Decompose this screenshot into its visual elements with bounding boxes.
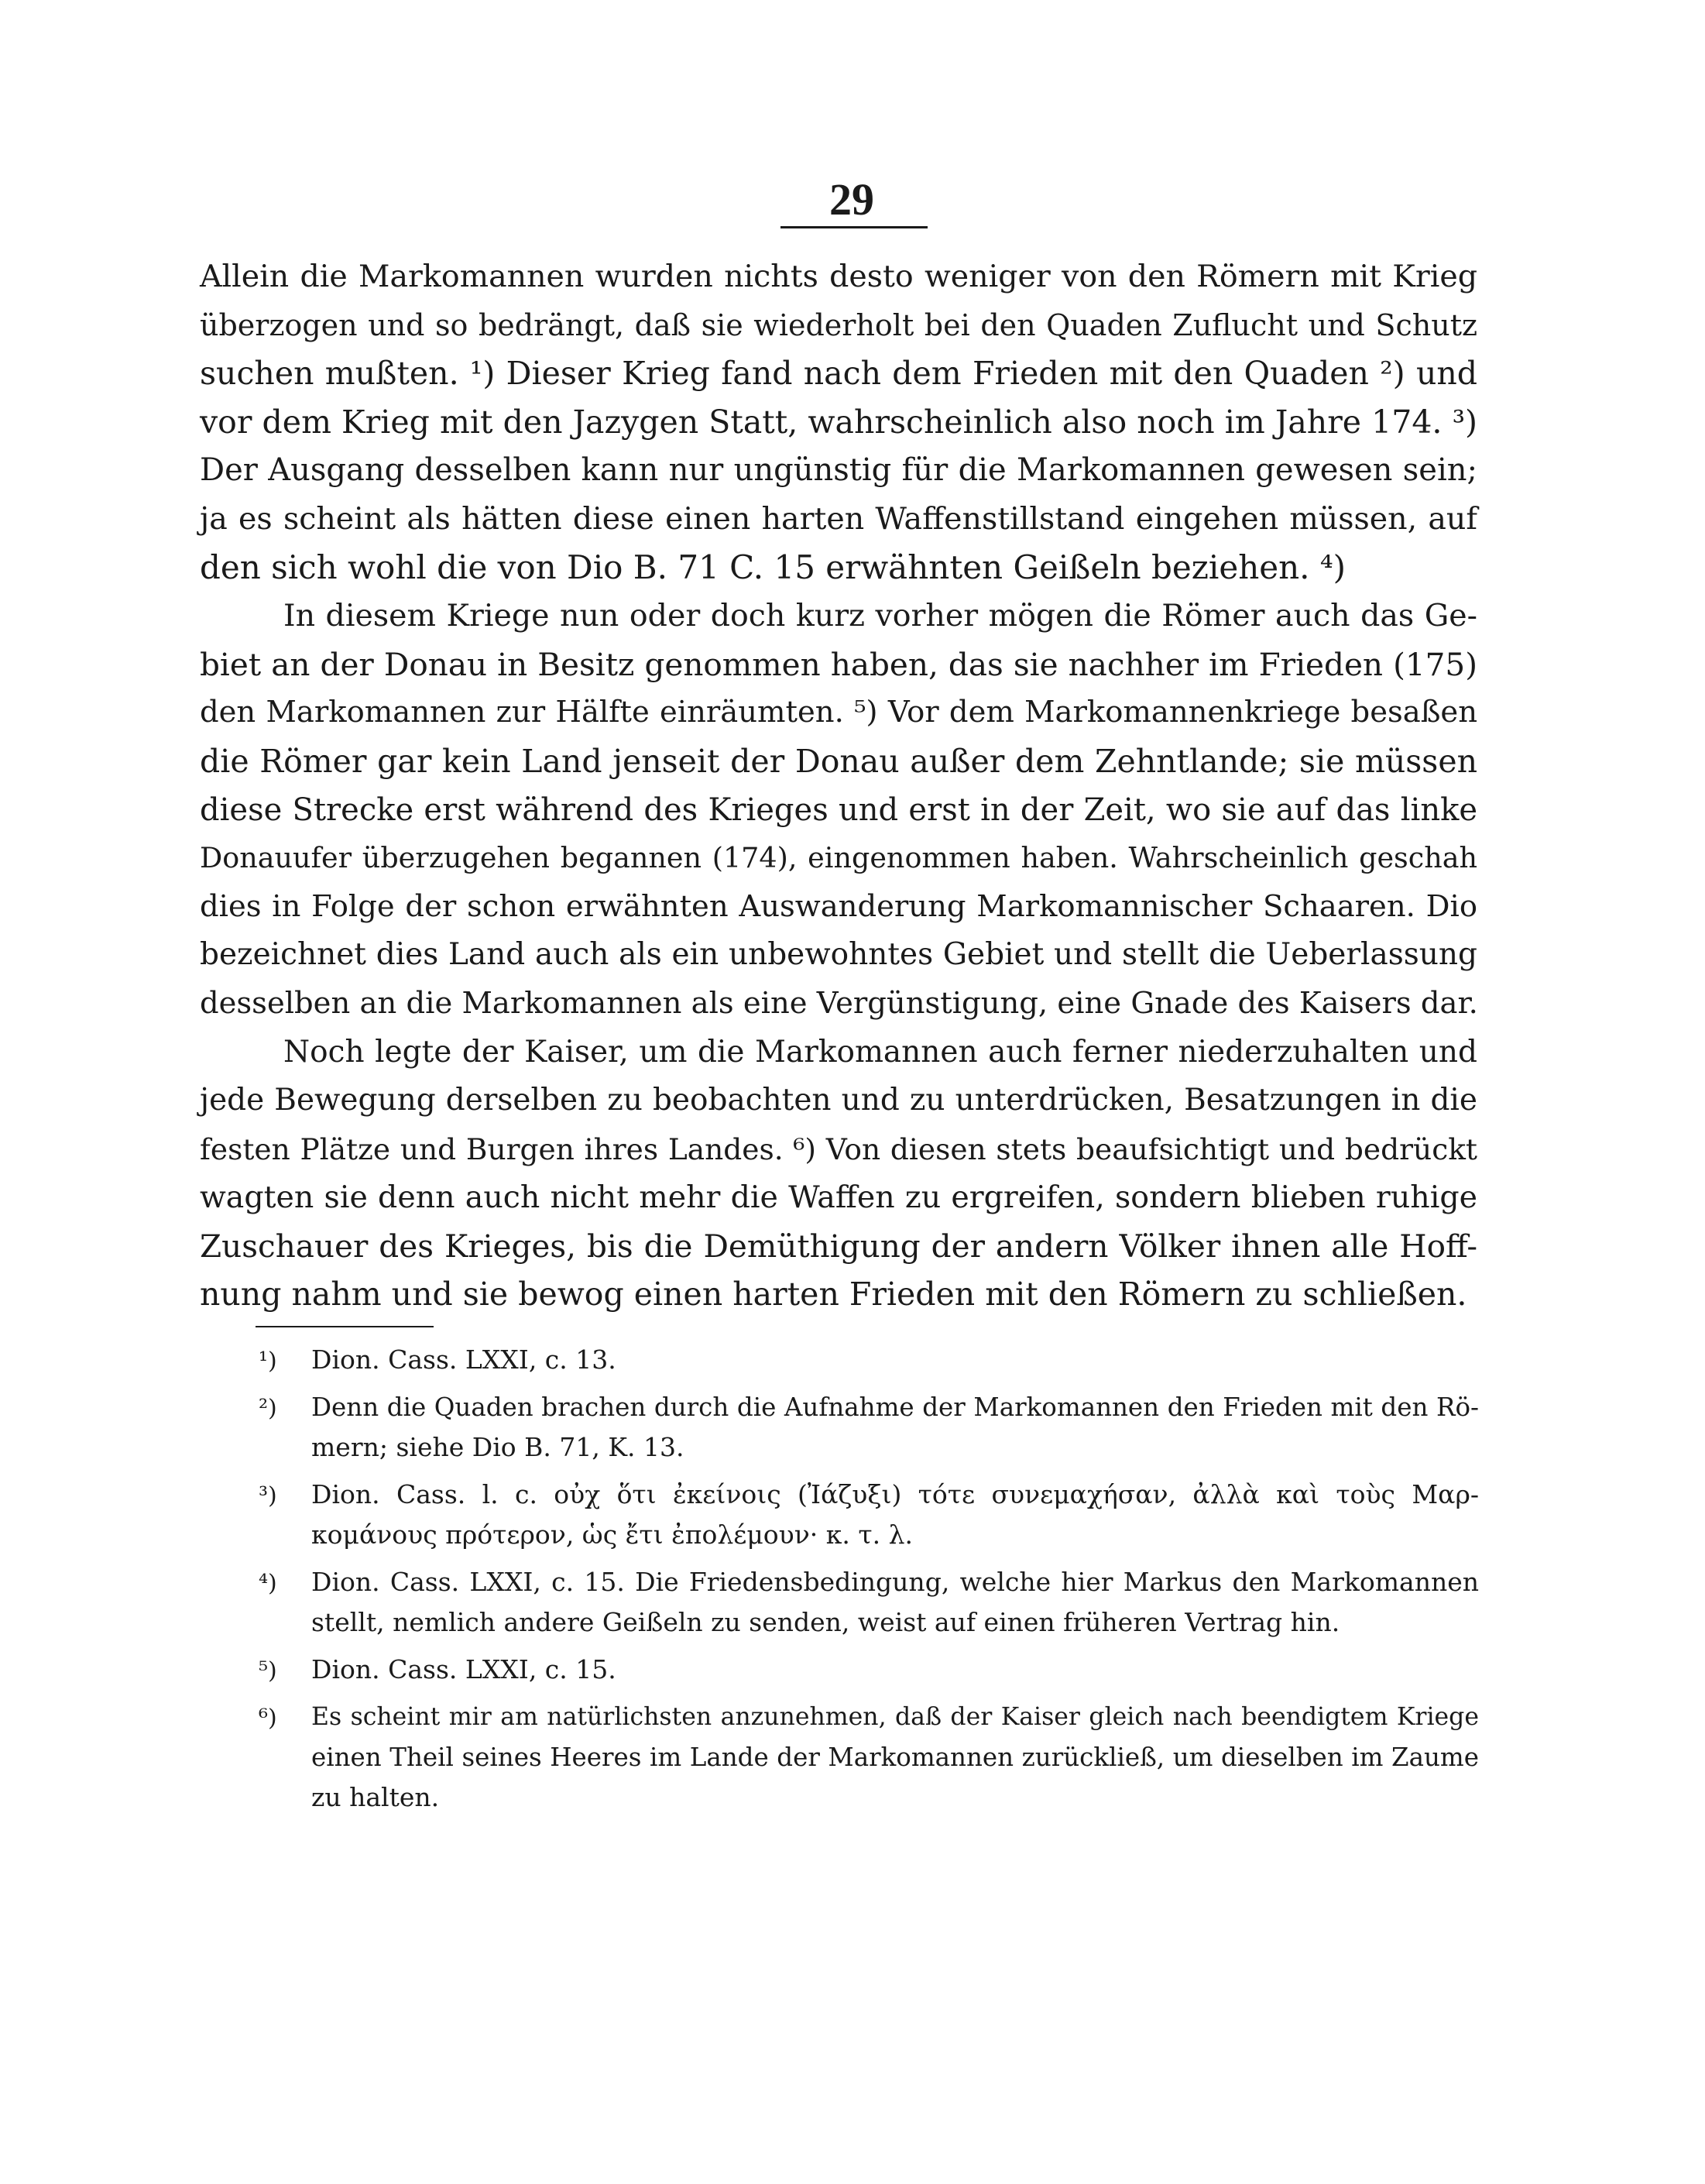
footnote-mark: ¹)	[259, 1348, 277, 1375]
footnote-2	[256, 1387, 1479, 1468]
footnote-line: κομάνους πρότερον, ὡς ἔτι ἐπολέμουν· κ. τ. λ.	[311, 1520, 914, 1550]
footnote-1	[256, 1340, 1479, 1380]
footnote-separator	[256, 1326, 434, 1327]
footnotes	[256, 1340, 1479, 1825]
footnote-line: mern; siehe Dio B. 71, K. 13.	[311, 1432, 684, 1462]
footnote-mark: ³)	[259, 1482, 277, 1509]
footnote-3	[256, 1475, 1479, 1555]
footnote-mark: ⁴)	[259, 1570, 277, 1597]
footnote-line: Dion. Cass. LXXI, c. 15.	[311, 1654, 616, 1684]
text-line: den Markomannen zur Hälfte einräumten. ⁵) Vor dem Markomannenkriege besaßen	[200, 695, 1477, 730]
text-line: desselben an die Markomannen als eine Vergünstigung, eine Gnade des Kaisers dar.	[200, 985, 1478, 1021]
text-line: dies in Folge der schon erwähnten Auswanderung Markomannischer Schaaren. Dio	[200, 888, 1477, 924]
page-number-rule	[780, 226, 928, 228]
text-line: vor dem Krieg mit den Jazygen Statt, wahrscheinlich also noch im Jahre 174. ³)	[200, 403, 1477, 441]
footnote-mark: ⁵)	[259, 1657, 277, 1684]
text-line: Noch legte der Kaiser, um die Markomannen auch ferner niederzuhalten und	[283, 1034, 1477, 1070]
footnote-mark: ⁶)	[259, 1705, 277, 1732]
text-line: jede Bewegung derselben zu beobachten und zu unterdrücken, Besatzungen in die	[200, 1083, 1477, 1118]
footnote-line: Denn die Quaden brachen durch die Aufnahme der Markomannen den Frieden mit den Rö-	[311, 1392, 1479, 1422]
text-line: den sich wohl die von Dio B. 71 C. 15 erwähnten Geißeln beziehen. ⁴)	[200, 548, 1347, 586]
text-line: biet an der Donau in Besitz genommen haben, das sie nachher im Frieden (175)	[200, 645, 1477, 683]
footnote-line: stellt, nemlich andere Geißeln zu senden, weist auf einen früheren Vertrag hin.	[311, 1607, 1340, 1637]
footnote-line: Dion. Cass. l. c. οὐχ ὅτι ἐκείνοις (Ἰάζυξι) τότε συνεμαχήσαν, ἀλλὰ καὶ τοὺς Μαρ-	[311, 1479, 1479, 1509]
text-line: Der Ausgang desselben kann nur ungünstig für die Markomannen gewesen sein;	[200, 452, 1477, 489]
text-line: festen Plätze und Burgen ihres Landes. ⁶) Von diesen stets beaufsichtigt und bedrückt	[200, 1131, 1477, 1166]
text-line: Zuschauer des Krieges, bis die Demüthigung der andern Völker ihnen alle Hoff-	[200, 1227, 1477, 1265]
footnote-line: zu halten.	[311, 1782, 440, 1812]
text-line: die Römer gar kein Land jenseit der Donau außer dem Zehntlande; sie müssen	[200, 742, 1477, 780]
text-line: suchen mußten. ¹) Dieser Krieg fand nach dem Frieden mit den Quaden ²) und	[200, 355, 1477, 393]
text-line: diese Strecke erst während des Krieges und erst in der Zeit, wo sie auf das linke	[200, 792, 1477, 828]
text-line: überzogen und so bedrängt, daß sie wiederholt bei den Quaden Zuflucht und Schutz	[200, 307, 1477, 342]
footnote-5	[256, 1650, 1479, 1690]
footnote-4	[256, 1562, 1479, 1643]
footnote-mark: ²)	[259, 1395, 277, 1422]
footnote-line: einen Theil seines Heeres im Lande der Markomannen zurückließ, um dieselben im Zaume	[311, 1743, 1479, 1772]
footnote-line: Dion. Cass. LXXI, c. 13.	[311, 1344, 616, 1375]
text-line: bezeichnet dies Land auch als ein unbewohntes Gebiet und stellt die Ueberlassung	[200, 937, 1477, 973]
text-line: Donauufer überzugehen begannen (174), eingenommen haben. Wahrscheinlich geschah	[200, 841, 1477, 875]
text-line: Allein die Markomannen wurden nichts desto weniger von den Römern mit Krieg	[200, 259, 1477, 294]
footnote-line: Dion. Cass. LXXI, c. 15. Die Friedensbedingung, welche hier Markus den Markomannen	[311, 1567, 1479, 1597]
main-text	[200, 252, 1477, 1319]
text-line: wagten sie denn auch nicht mehr die Waffen zu ergreifen, sondern blieben ruhige	[200, 1180, 1477, 1216]
page-number: 29	[829, 174, 874, 225]
text-line: ja es scheint als hätten diese einen harten Waffenstillstand eingehen müssen, auf	[200, 500, 1477, 537]
text-line: nung nahm und sie bewog einen harten Frieden mit den Römern zu schließen.	[200, 1276, 1467, 1313]
footnote-line: Es scheint mir am natürlichsten anzunehmen, daß der Kaiser gleich nach beendigtem Kriege	[311, 1703, 1479, 1731]
text-line: In diesem Kriege nun oder doch kurz vorher mögen die Römer auch das Ge-	[283, 598, 1477, 634]
footnote-6	[256, 1697, 1479, 1818]
